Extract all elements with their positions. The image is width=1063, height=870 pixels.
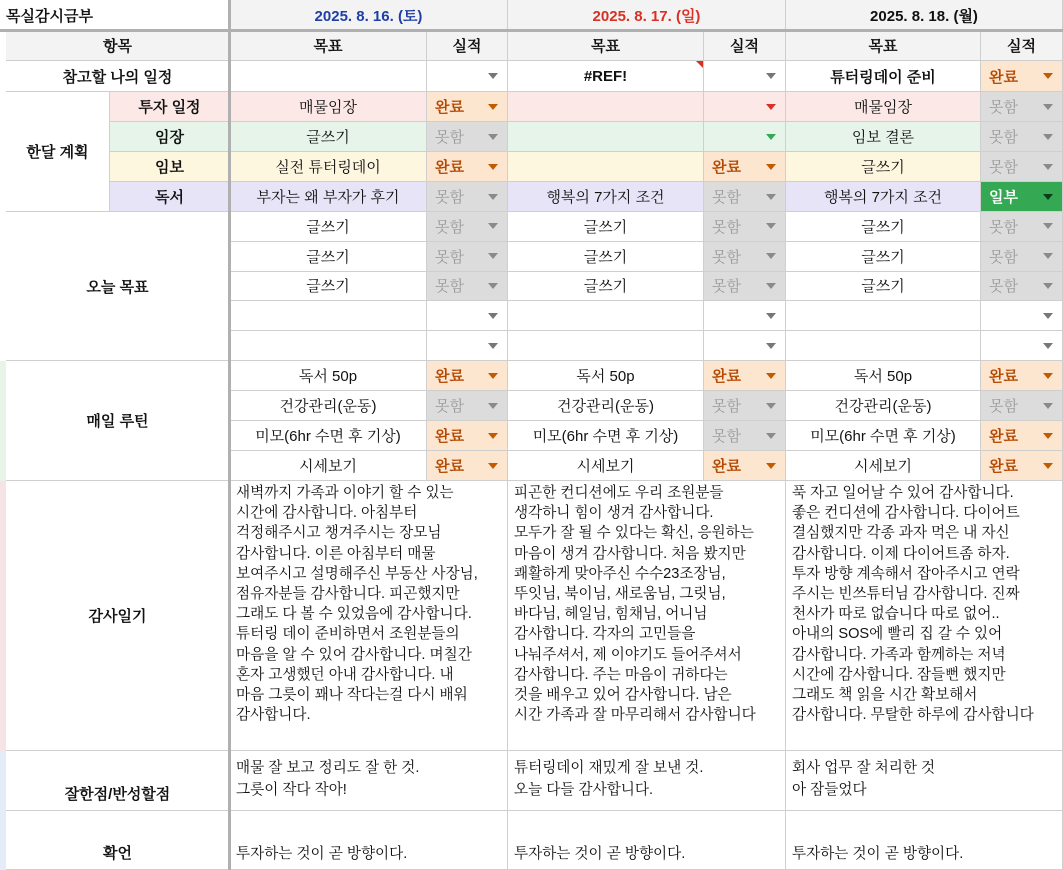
dropdown-arrow-icon[interactable] [488, 343, 498, 349]
dropdown-arrow-icon[interactable] [766, 164, 776, 170]
dropdown-arrow-icon[interactable] [1043, 253, 1053, 259]
today-status-day2[interactable] [704, 272, 786, 302]
goal-header-3: 목표 [786, 31, 981, 61]
monthly-goal-day3[interactable]: 글쓰기 [786, 152, 981, 182]
dropdown-arrow-icon[interactable] [766, 283, 776, 289]
status-text: 못함 [435, 218, 464, 236]
routine-goal-day2[interactable]: 건강관리(운동) [508, 391, 704, 421]
routine-goal-day2[interactable]: 시세보기 [508, 451, 704, 481]
today-status-day3[interactable] [981, 272, 1063, 302]
dropdown-arrow-icon[interactable] [1043, 463, 1053, 469]
status-text: 완료 [712, 368, 741, 385]
status-text: 못함 [712, 278, 741, 296]
dropdown-arrow-icon[interactable] [766, 253, 776, 259]
schedule-status-day3[interactable] [981, 61, 1063, 92]
status-text: 못함 [712, 248, 741, 266]
monthly-status-day1[interactable] [427, 182, 508, 212]
error-corner-icon [696, 61, 703, 68]
routine-goal-day3[interactable]: 독서 50p [786, 361, 981, 391]
schedule-day1[interactable] [230, 61, 427, 92]
column-separator [228, 0, 231, 870]
routine-goal-day1[interactable]: 미모(6hr 수면 후 기상) [230, 421, 427, 451]
status-text: 못함 [435, 248, 464, 266]
status-text: 못함 [435, 189, 464, 206]
status-text: 완료 [435, 99, 464, 116]
dropdown-arrow-icon[interactable] [488, 253, 498, 259]
status-text: 완료 [435, 458, 464, 475]
today-goal-day2[interactable]: 글쓰기 [508, 242, 704, 272]
today-status-day1[interactable] [427, 212, 508, 242]
dropdown-arrow-icon[interactable] [488, 164, 498, 170]
status-text: 못함 [989, 159, 1018, 176]
today-status-day2[interactable] [704, 242, 786, 272]
status-text: 못함 [712, 398, 741, 415]
dropdown-arrow-icon[interactable] [488, 104, 498, 110]
today-status-day1[interactable] [427, 272, 508, 302]
routine-status-day2[interactable] [704, 451, 786, 481]
today-status-day3[interactable] [981, 242, 1063, 272]
gratitude-day1[interactable]: 새벽까지 가족과 이야기 할 수 있는 시간에 감사합니다. 아침부터 걱정해주시고 챙겨주시는 장모님 감사합니다. 이른 아침부터 매물 보여주시고 설명해주신 부동산 사장님, 점유자분들 감사합니다. 피곤했지만 그래도 다 볼 수 있었음에 감사합니다. 튜터링 데이 준비하면서 조원분들의 마음을 알 수 있어 감사합니다. 며칠간 혼자 고생했던 아내 감사합니다. 내 마음 그릇이 꽤나 작다는걸 다시 배워 감사합니다. [230, 481, 508, 751]
today-goal-day3[interactable] [786, 331, 981, 361]
today-status-day3[interactable] [981, 301, 1063, 331]
routine-goal-day2[interactable]: 미모(6hr 수면 후 기상) [508, 421, 704, 451]
schedule-status-day2[interactable] [704, 61, 786, 92]
monthly-goal-day2[interactable] [508, 152, 704, 182]
monthly-goal-day3[interactable]: 행복의 7가지 조건 [786, 182, 981, 212]
status-text: 못함 [989, 99, 1018, 116]
status-text: 완료 [989, 368, 1018, 385]
monthly-row-label: 투자 일정 [110, 92, 230, 122]
routine-goal-day1[interactable]: 독서 50p [230, 361, 427, 391]
dropdown-arrow-icon[interactable] [488, 463, 498, 469]
schedule-day2[interactable] [508, 61, 704, 92]
dropdown-arrow-icon[interactable] [766, 403, 776, 409]
status-text: 완료 [435, 159, 464, 176]
monthly-goal-day1[interactable]: 글쓰기 [230, 122, 427, 152]
today-goal-day2[interactable]: 글쓰기 [508, 212, 704, 242]
dropdown-arrow-icon[interactable] [1043, 283, 1053, 289]
row-separator [0, 29, 1063, 32]
routine-status-day3[interactable] [981, 451, 1063, 481]
monthly-goal-day1[interactable]: 매물임장 [230, 92, 427, 122]
status-text: 완료 [712, 458, 741, 475]
result-header-3: 실적 [981, 31, 1063, 61]
today-status-day3[interactable] [981, 331, 1063, 361]
gratitude-label: 감사일기 [6, 481, 230, 751]
schedule-label: 참고할 나의 일정 [6, 61, 230, 92]
monthly-goal-day3[interactable]: 매물임장 [786, 92, 981, 122]
monthly-goal-day3[interactable]: 임보 결론 [786, 122, 981, 152]
status-text: 못함 [435, 278, 464, 296]
today-goal-day3[interactable]: 글쓰기 [786, 242, 981, 272]
today-goal-day1[interactable]: 글쓰기 [230, 212, 427, 242]
monthly-status-day2[interactable] [704, 122, 786, 152]
today-status-day3[interactable] [981, 212, 1063, 242]
status-text: 완료 [435, 428, 464, 445]
today-goal-day2[interactable]: 글쓰기 [508, 272, 704, 302]
reflection-day2[interactable]: 튜터링데이 재밌게 잘 보낸 것. 오늘 다들 감사합니다. [508, 751, 786, 811]
dropdown-arrow-icon[interactable] [488, 194, 498, 200]
dropdown-arrow-icon[interactable] [488, 433, 498, 439]
routine-status-day2[interactable] [704, 361, 786, 391]
status-text: 못함 [989, 129, 1018, 146]
goal-header-1: 목표 [230, 31, 427, 61]
routine-goal-day2[interactable]: 독서 50p [508, 361, 704, 391]
item-header: 항목 [6, 31, 230, 61]
dropdown-arrow-icon[interactable] [1043, 343, 1053, 349]
routine-status-day1[interactable] [427, 421, 508, 451]
today-status-day1[interactable] [427, 331, 508, 361]
goal-header-2: 목표 [508, 31, 704, 61]
gratitude-day2[interactable]: 피곤한 컨디션에도 우리 조원분들 생각하니 힘이 생겨 감사합니다. 모두가 잘 될 수 있다는 확신, 응원하는 마음이 생겨 감사합니다. 처음 봤지만 쾌활하게 맞아주신 수수23조장님, 뚜잇님, 북이님, 새로움님, 그릿님, 바다님, 헤일님, 힘채님, 어니님 감사합니다. 각자의 고민들을 나눠주셔서, 제 이야기도 들어주셔서 감사합니다. 주는 마음이 귀하다는 것을 배우고 있어 감사합니다. 남은 시간 가족과 잘 마무리해서 감사합니다 [508, 481, 786, 751]
daily-routine-label: 매일 루틴 [6, 361, 230, 481]
today-goal-day3[interactable] [786, 301, 981, 331]
routine-status-day1[interactable] [427, 451, 508, 481]
dropdown-arrow-icon[interactable] [488, 223, 498, 229]
gratitude-day3[interactable]: 푹 자고 일어날 수 있어 감사합니다. 좋은 컨디션에 감사합니다. 다이어트 결심했지만 각종 과자 먹은 내 자신 감사합니다. 이제 다이어트좀 하자. 투자 방향 계속해서 잡아주시고 연락 주시는 빈쓰튜터님 감사합니다. 진짜 천사가 따로 없습니다 따로 없어.. 아내의 SOS에 빨리 집 갈 수 있어 감사합니다. 가족과 함께하는 저녁 시간에 감사합니다. 잠들뻔 했지만 그래도 책 읽을 시간 확보해서 감사합니다. 무탈한 하루에 감사합니다 [786, 481, 1063, 751]
monthly-status-day1[interactable] [427, 92, 508, 122]
today-goal-day2[interactable] [508, 301, 704, 331]
reflection-day1[interactable]: 매물 잘 보고 정리도 잘 한 것. 그릇이 작다 작아! [230, 751, 508, 811]
today-goal-day3[interactable]: 글쓰기 [786, 212, 981, 242]
monthly-goal-day2[interactable]: 행복의 7가지 조건 [508, 182, 704, 212]
today-goal-label: 오늘 목표 [6, 212, 230, 361]
dropdown-arrow-icon[interactable] [1043, 164, 1053, 170]
routine-status-day2[interactable] [704, 391, 786, 421]
dropdown-arrow-icon[interactable] [488, 73, 498, 79]
dropdown-arrow-icon[interactable] [766, 373, 776, 379]
today-goal-day3[interactable]: 글쓰기 [786, 272, 981, 302]
monthly-plan-label: 한달 계획 [6, 92, 110, 212]
dropdown-arrow-icon[interactable] [1043, 313, 1053, 319]
monthly-status-day3[interactable] [981, 122, 1063, 152]
today-status-day1[interactable] [427, 242, 508, 272]
affirmation-label: 확언 [6, 811, 230, 870]
dropdown-arrow-icon[interactable] [488, 373, 498, 379]
dropdown-arrow-icon[interactable] [766, 134, 776, 140]
dropdown-arrow-icon[interactable] [1043, 104, 1053, 110]
schedule-day2-text: #REF! [583, 67, 628, 85]
monthly-status-day2[interactable] [704, 182, 786, 212]
dropdown-arrow-icon[interactable] [1043, 194, 1053, 200]
dropdown-arrow-icon[interactable] [1043, 403, 1053, 409]
routine-status-day3[interactable] [981, 361, 1063, 391]
result-header-2: 실적 [704, 31, 786, 61]
status-text: 못함 [712, 428, 741, 445]
dropdown-arrow-icon[interactable] [1043, 223, 1053, 229]
monthly-status-day3[interactable] [981, 92, 1063, 122]
result-header-1: 실적 [427, 31, 508, 61]
status-text: 못함 [435, 398, 464, 415]
status-text: 완료 [989, 428, 1018, 445]
today-goal-day2[interactable] [508, 331, 704, 361]
status-text: 완료 [435, 368, 464, 385]
status-text: 완료 [989, 68, 1018, 86]
dropdown-arrow-icon[interactable] [766, 73, 776, 79]
dropdown-arrow-icon[interactable] [488, 403, 498, 409]
routine-status-day3[interactable] [981, 421, 1063, 451]
monthly-status-day3[interactable] [981, 152, 1063, 182]
today-status-day2[interactable] [704, 301, 786, 331]
today-goal-day1[interactable] [230, 331, 427, 361]
date-header-2: 2025. 8. 17. (일) [508, 0, 786, 31]
schedule-status-day1[interactable] [427, 61, 508, 92]
routine-goal-day3[interactable]: 시세보기 [786, 451, 981, 481]
dropdown-arrow-icon[interactable] [766, 104, 776, 110]
dropdown-arrow-icon[interactable] [488, 313, 498, 319]
dropdown-arrow-icon[interactable] [766, 343, 776, 349]
routine-goal-day1[interactable]: 건강관리(운동) [230, 391, 427, 421]
routine-goal-day3[interactable]: 미모(6hr 수면 후 기상) [786, 421, 981, 451]
dropdown-arrow-icon[interactable] [488, 283, 498, 289]
monthly-row-label: 독서 [110, 182, 230, 212]
status-text: 못함 [989, 248, 1018, 266]
status-text: 못함 [989, 278, 1018, 296]
today-goal-day1[interactable]: 글쓰기 [230, 272, 427, 302]
status-text: 일부 [989, 189, 1018, 206]
affirmation-day1[interactable]: 투자하는 것이 곧 방향이다. [230, 811, 508, 870]
monthly-row-label: 임장 [110, 122, 230, 152]
dropdown-arrow-icon[interactable] [766, 313, 776, 319]
date-header-1: 2025. 8. 16. (토) [230, 0, 508, 31]
today-status-day1[interactable] [427, 301, 508, 331]
dropdown-arrow-icon[interactable] [766, 223, 776, 229]
schedule-day3[interactable]: 튜터링데이 준비 [786, 61, 981, 92]
monthly-status-day2[interactable] [704, 152, 786, 182]
status-text: 못함 [989, 398, 1018, 415]
today-goal-day1[interactable]: 글쓰기 [230, 242, 427, 272]
reflection-label: 잘한점/반성할점 [6, 751, 230, 811]
dropdown-arrow-icon[interactable] [488, 134, 498, 140]
status-text: 완료 [712, 159, 741, 176]
reflection-day3[interactable]: 회사 업무 잘 처리한 것 아 잠들었다 [786, 751, 1063, 811]
dropdown-arrow-icon[interactable] [1043, 433, 1053, 439]
routine-status-day1[interactable] [427, 361, 508, 391]
routine-status-day2[interactable] [704, 421, 786, 451]
monthly-row-label: 임보 [110, 152, 230, 182]
monthly-goal-day1[interactable]: 부자는 왜 부자가 후기 [230, 182, 427, 212]
monthly-status-day2[interactable] [704, 92, 786, 122]
routine-goal-day3[interactable]: 건강관리(운동) [786, 391, 981, 421]
status-text: 못함 [712, 189, 741, 206]
routine-goal-day1[interactable]: 시세보기 [230, 451, 427, 481]
today-status-day2[interactable] [704, 331, 786, 361]
dropdown-arrow-icon[interactable] [766, 463, 776, 469]
date-header-3: 2025. 8. 18. (월) [786, 0, 1063, 31]
dropdown-arrow-icon[interactable] [1043, 134, 1053, 140]
routine-status-day1[interactable] [427, 391, 508, 421]
dropdown-arrow-icon[interactable] [1043, 73, 1053, 79]
dropdown-arrow-icon[interactable] [1043, 373, 1053, 379]
affirmation-day3[interactable]: 투자하는 것이 곧 방향이다. [786, 811, 1063, 870]
status-text: 못함 [989, 218, 1018, 236]
monthly-status-day1[interactable] [427, 122, 508, 152]
today-goal-day1[interactable] [230, 301, 427, 331]
routine-status-day3[interactable] [981, 391, 1063, 421]
dropdown-arrow-icon[interactable] [766, 194, 776, 200]
dropdown-arrow-icon[interactable] [766, 433, 776, 439]
monthly-status-day1[interactable] [427, 152, 508, 182]
sheet-title: 목실감시금부 [0, 0, 230, 31]
monthly-goal-day2[interactable] [508, 92, 704, 122]
monthly-goal-day1[interactable]: 실전 튜터링데이 [230, 152, 427, 182]
status-text: 못함 [712, 218, 741, 236]
today-status-day2[interactable] [704, 212, 786, 242]
affirmation-day2[interactable]: 투자하는 것이 곧 방향이다. [508, 811, 786, 870]
status-text: 완료 [989, 458, 1018, 475]
status-text: 못함 [435, 129, 464, 146]
monthly-status-day3[interactable] [981, 182, 1063, 212]
monthly-goal-day2[interactable] [508, 122, 704, 152]
